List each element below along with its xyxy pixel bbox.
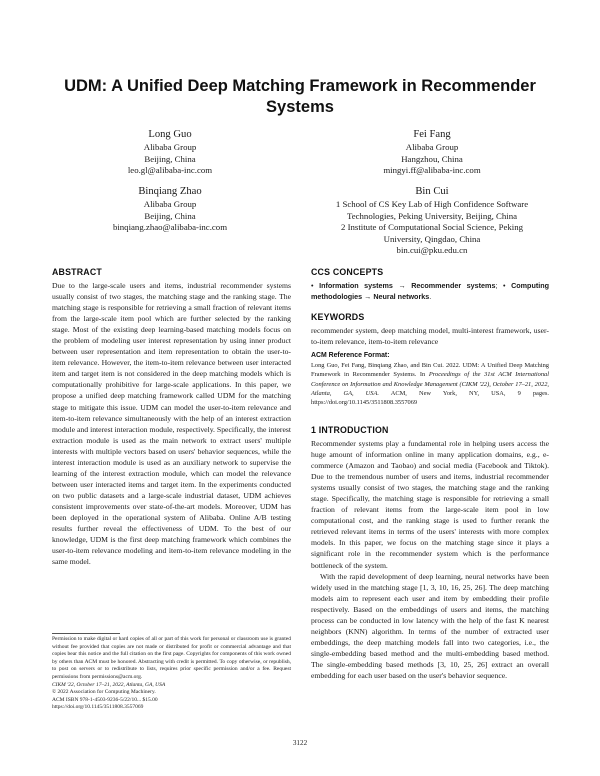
permission-text: Permission to make digital or hard copies of all or part of this work for personal or classroom use is granted without fee provided that copies are not made or distributed for profit or commercial advantage and that copies bear this notice and the full citation on the first page. Copyrights for components of this work owned by others than ACM must be honored. Abstracting with credit is permitted. To copy otherwise, or republish, to post on servers or to redistribute to lists, requires prior specific permission and/or a fee. Request permissions from permissions@acm.org. [52, 636, 291, 680]
author-block-3 [72, 185, 268, 234]
author-affiliation: Technologies, Peking University, Beijing, China [346, 210, 518, 221]
permission-block [52, 636, 291, 712]
page-number: 3122 [292, 739, 308, 747]
intro-paragraph-1: Recommender systems play a fundamental role in helping users access the huge amount of information online in many application domains, e.g., e-commerce (Amazon and Taobao) and social media (Facebook and Tiktok). Due to the tremendous number of users and items, industrial recommender systems usually consist of two stages, the matching stage and the ranking stage. Specifically, the matching stage is responsible for retrieving a small fraction of relevant items from the large-scale item pool in low computational cost, and the ranking stage is used to further rerank the retrieved relevant items in terms of the users' interests with more complex models. In this paper, we focus on the matching stage since it plays a significant role in the recommender system which is the performance bottleneck of the system. [311, 439, 549, 570]
author-affiliation: Alibaba Group [143, 142, 197, 152]
author-block-1 [72, 128, 268, 177]
abstract-text: Due to the large-scale users and items, industrial recommender systems usually consist of two stages, the matching stage and the ranking stage. The matching stage is responsible for retrieving a small fraction of relevant items from the large-scale item pool which are further selected by the ranking stage. Most of the existing deep learning-based matching models focus on the problem of modeling user interest representation by using inner product between user representation and item representation to obtain the user-to-item relevance. However, the item-to-item relevance between user interacted item and target item is not considered in the deep matching models which is computationally prohibitive for large-scale applications. In this paper, we propose a unified deep matching framework called UDM for the matching stage to mitigate this issue. UDM can model the user-to-item relevance and item-to-item relevance simultaneously with the help of an interest extraction module and interest interaction module, respectively. Specifically, the interest extraction module is used as the main network to extract users' multiple interests with multiple vectors based on users' behavior sequences, while the interest interaction module is used as an auxiliary network to supervise the learning of the interest extraction module, which can model the relevance between user interacted items and target item. In the experiments conducted on two public datasets and a large-scale industrial dataset, UDM achieves consistent improvements over state-of-the-art models. Moreover, UDM has been deployed in the operational system of Alibaba. Online A/B testing results further reveal the effectiveness of UDM. To the best of our knowledge, UDM is the first deep matching framework which combines the user-to-item relevance modeling and item-to-item relevance modeling in the same model. [52, 281, 291, 567]
author-email[interactable]: bin.cui@pku.edu.cn [396, 245, 468, 256]
acm-ref-authors: Long Guo, Fei Fang, Binqiang Zhao, and Bin Cui. 2022. UDM: A Unified Deep Matching Framework in Recommender Systems. In [311, 362, 549, 379]
acm-ref-body [311, 361, 549, 407]
arrow-icon: → [364, 292, 372, 302]
author-block-4 [310, 185, 554, 257]
arrow-icon: → [398, 281, 406, 290]
author-email[interactable]: mingyi.ff@alibaba-inc.com [383, 165, 481, 176]
footnote-rule [52, 633, 120, 634]
author-name: Binqiang Zhao [138, 186, 202, 197]
ccs-separator: ; [495, 281, 498, 290]
intro-paragraph-2: With the rapid development of deep learning, neural networks have been widely used in the matching stage [1, 3, 10, 16, 25, 26]. The deep matching models aim to represent each user and item by embedding their profile respectively. Based on the embeddings of users and items, the matching process can be conducted in low latency with the help of the fast K nearest neighbors (KNN) algorithm. In terms of the number of extracted user embeddings, the deep matching models fall into two categories, i.e., the single-embedding based method and the multi-embedding based method. The single-embedding based methods [3, 10, 25, 26] extract an overall embedding for each user based on the user's behavior sequence. [311, 571, 549, 680]
doi-line[interactable]: https://doi.org/10.1145/3511808.3557069 [52, 704, 144, 711]
author-location: Hangzhou, China [401, 153, 463, 164]
keywords-heading: KEYWORDS [311, 312, 365, 322]
author-location: Beijing, China [144, 210, 196, 221]
acm-ref-heading: ACM Reference Format: [311, 352, 390, 359]
copyright-line: © 2022 Association for Computing Machinery. [52, 689, 156, 696]
abstract-body [52, 280, 291, 567]
ccs-heading: CCS CONCEPTS [311, 267, 384, 277]
isbn-line: ACM ISBN 978-1-4503-9236-5/22/10... $15.00 [52, 696, 158, 703]
author-email[interactable]: binqiang.zhao@alibaba-inc.com [112, 222, 228, 233]
author-affiliation: Alibaba Group [143, 199, 197, 209]
keywords-text: recommender system, deep matching model, multi-interest framework, user-to-item relevance, item-to-item relevance [311, 326, 549, 347]
ccs-bullet: • [311, 281, 314, 290]
ccs-concept: Neural networks [373, 292, 430, 302]
ccs-separator: . [429, 292, 432, 302]
intro-heading: 1 INTRODUCTION [311, 425, 389, 435]
ccs-concept: Computing methodologies [311, 281, 550, 302]
author-email[interactable]: leo.gl@alibaba-inc.com [127, 165, 213, 176]
abstract-heading: ABSTRACT [52, 267, 102, 277]
conference-line: CIKM '22, October 17–21, 2022, Atlanta, GA, USA [52, 681, 166, 688]
author-name: Bin Cui [415, 186, 449, 197]
author-name: Fei Fang [413, 129, 451, 140]
ccs-concept: Recommender systems [411, 281, 496, 290]
intro-body [311, 438, 549, 681]
author-affiliation: 2 Institute of Computational Social Science, Peking [340, 222, 523, 233]
ccs-body [311, 280, 549, 302]
author-affiliation: 1 School of CS Key Lab of High Confidence Software [335, 199, 529, 209]
author-location: Beijing, China [144, 153, 196, 164]
paper-title: UDM: A Unified Deep Matching Framework in Recommender Systems [64, 77, 536, 116]
keywords-body [311, 325, 549, 347]
author-name: Long Guo [148, 129, 192, 140]
author-affiliation: Alibaba Group [405, 142, 459, 152]
ccs-concept: Information systems [319, 281, 393, 290]
author-block-2 [334, 128, 530, 177]
author-affiliation: University, Qingdao, China [383, 233, 481, 244]
acm-ref-venue: Proceedings of the 31st ACM International Conference on Information and Knowledge Management (CIKM '22), October 17–21, 2022, Atlanta, GA, USA. [311, 371, 549, 397]
ccs-bullet: • [503, 281, 506, 290]
acm-ref-tail[interactable]: ACM, New York, NY, USA, 9 pages. https://doi.org/10.1145/3511808.3557069 [311, 389, 549, 407]
